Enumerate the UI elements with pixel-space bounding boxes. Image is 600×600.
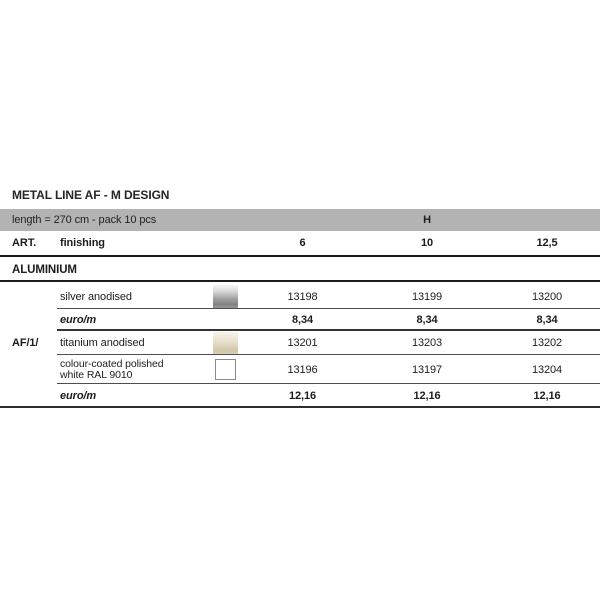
length-pack-info: length = 270 cm - pack 10 pcs — [12, 214, 157, 226]
price-value: 8,34 — [536, 314, 558, 326]
finishing-name: silver anodised — [60, 290, 132, 303]
col-header-h6: 6 — [299, 237, 306, 249]
finishing-name-line2: white RAL 9010 — [60, 368, 133, 381]
column-header-row — [0, 231, 600, 257]
white-ral-9010-swatch — [215, 359, 236, 380]
price-value: 12,16 — [533, 390, 561, 402]
table-row-silver-anodised — [0, 284, 600, 309]
article-number: 13201 — [287, 337, 318, 349]
article-number: 13197 — [411, 363, 443, 376]
table-body — [0, 284, 600, 408]
price-value: 12,16 — [413, 390, 441, 402]
price-value: 8,34 — [291, 314, 313, 326]
price-unit-label: euro/m — [60, 314, 97, 326]
titanium-anodised-swatch — [213, 332, 238, 354]
finishing-name — [57, 359, 205, 381]
price-value: 8,34 — [416, 314, 438, 326]
article-number: 13196 — [287, 363, 318, 376]
article-number: 13202 — [531, 337, 563, 349]
price-value: 12,16 — [288, 390, 317, 402]
table-row-price-anodised — [0, 309, 600, 331]
article-number: 13204 — [531, 363, 563, 376]
article-number: 13200 — [531, 290, 563, 303]
finishing-name-line1: colour-coated polished — [60, 357, 164, 370]
table-row-price-coated — [0, 384, 600, 408]
article-number: 13199 — [411, 290, 443, 303]
section-label: ALUMINIUM — [12, 263, 77, 276]
col-header-h12-5: 12,5 — [536, 237, 558, 249]
table-header-bar — [0, 209, 600, 231]
art-column-header: ART. — [12, 237, 37, 249]
swatch-cell — [205, 285, 245, 308]
table-row-white-ral-9010 — [0, 355, 600, 384]
article-number: 13198 — [287, 290, 318, 303]
article-number: 13203 — [411, 337, 443, 349]
finishing-name: titanium anodised — [60, 337, 145, 349]
silver-anodised-swatch — [213, 285, 238, 308]
section-header-aluminium — [0, 259, 600, 282]
swatch-cell — [205, 359, 245, 380]
col-header-h10: 10 — [420, 237, 434, 249]
height-group-label: H — [423, 214, 431, 226]
price-unit-label: euro/m — [60, 390, 97, 402]
swatch-cell — [205, 332, 245, 354]
page-title: METAL LINE AF - M DESIGN — [12, 188, 170, 202]
finishing-column-header: finishing — [60, 237, 105, 249]
table-row-titanium-anodised — [0, 331, 600, 355]
art-code: AF/1/ — [12, 337, 39, 349]
